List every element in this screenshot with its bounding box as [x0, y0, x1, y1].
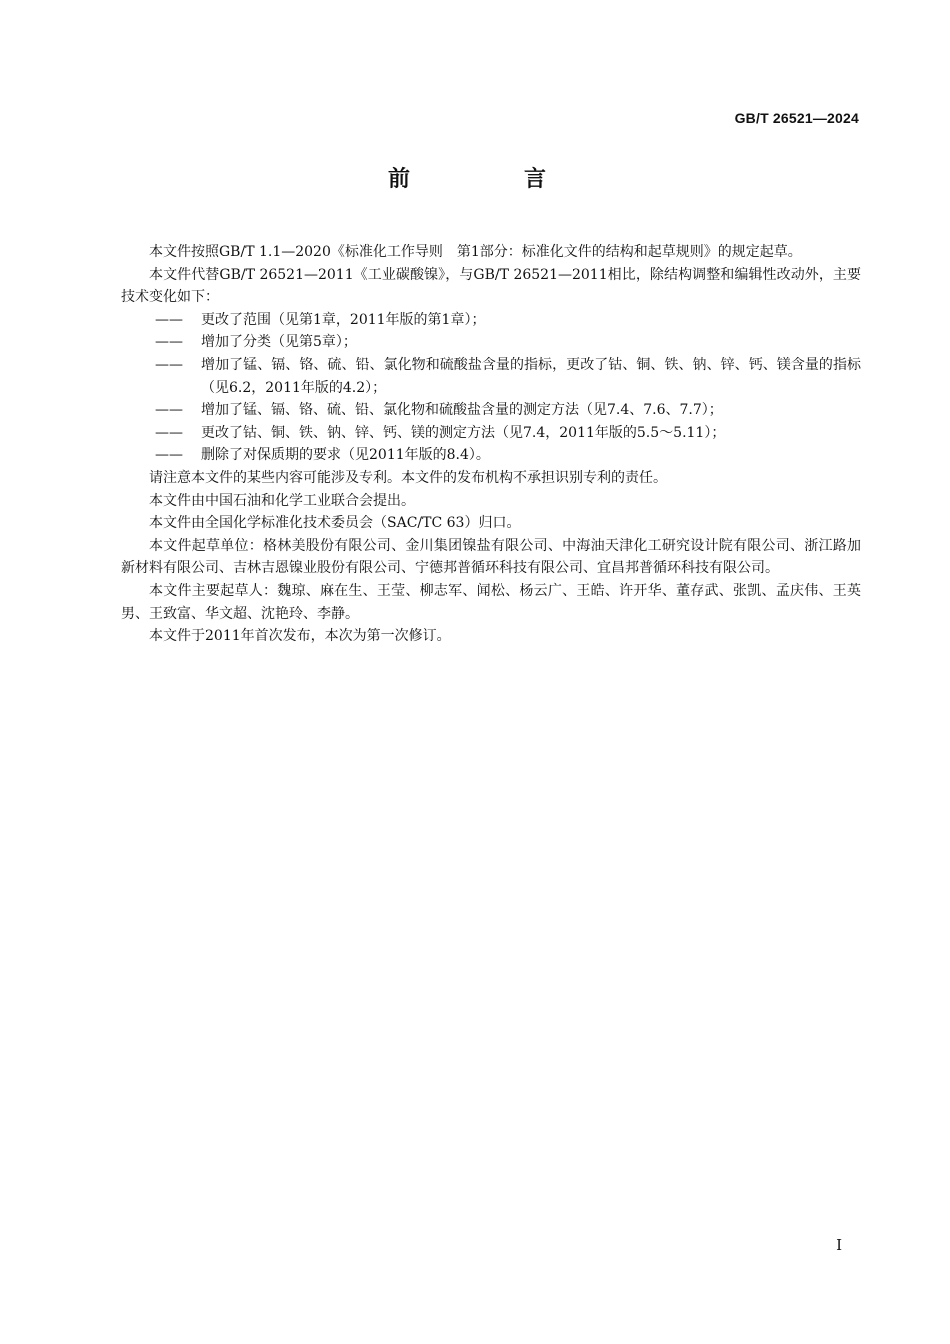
paragraph-patent-notice: 请注意本文件的某些内容可能涉及专利。本文件的发布机构不承担识别专利的责任。 [149, 469, 667, 486]
paragraph-publication-history: 本文件于2011年首次发布，本次为第一次修订。 [149, 628, 451, 645]
paragraph-drafters: 本文件主要起草人：魏琼、麻在生、王莹、柳志军、闻松、杨云广、王皓、许开华、董存武、张凯、孟庆伟、王英男、王致富、华文超、沈艳玲、李静。 [121, 582, 861, 622]
change-item-text: 增加了锰、镉、铬、硫、铅、氯化物和硫酸盐含量的测定方法（见7.4、7.6、7.7）； [201, 402, 723, 419]
page-title: 前 言 [387, 167, 592, 192]
dash-marker: —— [155, 311, 183, 328]
change-item-text: 增加了锰、镉、铬、硫、铅、氯化物和硫酸盐含量的指标，更改了钴、铜、铁、钠、锌、钙、镁含量的指标（见6.2，2011年版的4.2）； [201, 356, 861, 396]
change-item [121, 422, 861, 445]
paragraph-replacement: 本文件代替GB/T 26521—2011《工业碳酸镍》，与GB/T 26521—2011相比，除结构调整和编辑性改动外，主要技术变化如下： [121, 266, 861, 306]
page-number: I [836, 1236, 842, 1254]
paragraph-committee: 本文件由全国化学标准化技术委员会（SAC/TC 63）归口。 [149, 515, 521, 532]
change-item-text: 更改了钴、铜、铁、钠、锌、钙、镁的测定方法（见7.4，2011年版的5.5～5.11）； [201, 424, 726, 441]
change-item-text: 增加了分类（见第5章）； [201, 334, 357, 351]
paragraph-proposer: 本文件由中国石油和化学工业联合会提出。 [149, 492, 415, 509]
change-item [121, 354, 861, 399]
paragraph-drafting-rules: 本文件按照GB/T 1.1—2020《标准化工作导则 第1部分：标准化文件的结构和起草规则》的规定起草。 [149, 244, 802, 260]
dash-marker: —— [155, 424, 183, 441]
change-item [121, 331, 861, 354]
change-item [121, 309, 861, 332]
dash-marker: —— [155, 402, 183, 419]
change-item [121, 444, 861, 467]
standard-code: GB/T 26521—2024 [734, 110, 859, 126]
dash-marker: —— [155, 356, 183, 373]
foreword-body [121, 241, 861, 648]
dash-marker: —— [155, 334, 183, 351]
paragraph-drafting-units: 本文件起草单位：格林美股份有限公司、金川集团镍盐有限公司、中海油天津化工研究设计院有限公司、浙江路加新材料有限公司、吉林吉恩镍业股份有限公司、宁德邦普循环科技有限公司、宜昌邦普循环科技有限公司。 [121, 537, 861, 577]
change-item-text: 更改了范围（见第1章，2011年版的第1章）； [201, 311, 486, 328]
change-item [121, 399, 861, 422]
dash-marker: —— [155, 447, 183, 464]
change-item-text: 删除了对保质期的要求（见2011年版的8.4）。 [201, 447, 490, 464]
